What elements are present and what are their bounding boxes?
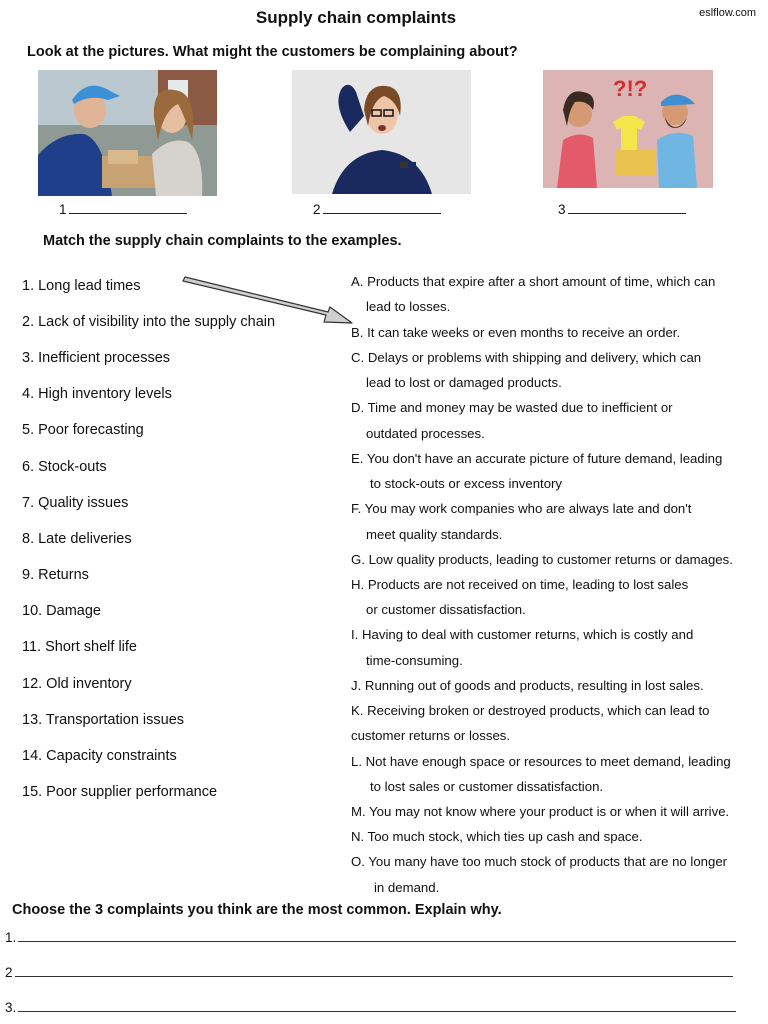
complaint-item: 15. Poor supplier performance [22,784,218,800]
example-item: to lost sales or customer dissatisfaction. [370,779,604,794]
complaint-item: 12. Old inventory [22,676,132,692]
picture-2-answer[interactable]: 2 [313,201,441,217]
picture-3-answer[interactable]: 3 [558,201,686,217]
photo-waiting-woman [292,70,471,194]
example-item: N. Too much stock, which ties up cash and space. [351,829,643,844]
example-item: D. Time and money may be wasted due to inefficient or [351,400,673,415]
example-item: lead to losses. [366,299,451,314]
example-item: meet quality standards. [366,527,503,542]
complaint-item: 13. Transportation issues [22,712,185,728]
example-item: K. Receiving broken or destroyed products, which can lead to [351,703,710,718]
example-item: G. Low quality products, leading to customer returns or damages. [351,552,733,567]
page-title: Supply chain complaints [255,8,457,27]
example-item: customer returns or losses. [351,728,511,743]
site-name: eslflow.com [699,7,756,19]
instruction-pictures: Look at the pictures. What might the customers be complaining about? [27,44,518,60]
complaint-item: 2. Lack of visibility into the supply chain [22,314,276,330]
example-item: F. You may work companies who are always late and don't [351,501,692,516]
example-item: to stock-outs or excess inventory [370,476,563,491]
example-item: or customer dissatisfaction. [366,602,526,617]
complaint-item: 11. Short shelf life [22,639,137,655]
example-item: outdated processes. [366,426,485,441]
example-item: I. Having to deal with customer returns, which is costly and [351,627,694,642]
example-item: H. Products are not received on time, leading to lost sales [351,577,689,592]
example-item: time-consuming. [366,653,463,668]
example-item: E. You don't have an accurate picture of future demand, leading [351,451,723,466]
complaint-item: 1. Long lead times [22,278,141,294]
complaint-item: 3. Inefficient processes [22,350,171,366]
example-arrow-icon [180,276,356,332]
example-item: lead to lost or damaged products. [366,375,562,390]
example-item: J. Running out of goods and products, resulting in lost sales. [351,678,704,693]
instruction-match: Match the supply chain complaints to the examples. [43,233,402,249]
example-item: in demand. [374,880,440,895]
complaint-item: 5. Poor forecasting [22,422,144,438]
complaint-item: 6. Stock-outs [22,459,107,475]
photo-delivery-complaint [38,70,217,196]
picture-1-answer[interactable]: 1 [59,201,187,217]
example-item: O. You many have too much stock of products that are no longer [351,854,728,869]
answer-line-1[interactable]: 1. [5,929,736,945]
example-item: M. You may not know where your product is or when it will arrive. [351,804,730,819]
complaint-item: 9. Returns [22,567,89,583]
complaint-item: 4. High inventory levels [22,386,172,402]
answer-line-2[interactable]: 2 [5,964,733,980]
example-item: L. Not have enough space or resources to meet demand, leading [351,754,731,769]
answer-line-3[interactable]: 3. [5,999,736,1015]
svg-text:?!?: ?!? [613,76,648,101]
complaint-item: 7. Quality issues [22,495,129,511]
complaint-item: 10. Damage [22,603,101,619]
illustration-return-complaint [543,70,713,188]
example-item: B. It can take weeks or even months to receive an order. [351,325,681,340]
example-item: C. Delays or problems with shipping and delivery, which can [351,350,702,365]
instruction-choose: Choose the 3 complaints you think are the most common. Explain why. [12,902,502,918]
complaint-item: 8. Late deliveries [22,531,132,547]
example-item: A. Products that expire after a short amount of time, which can [351,274,716,289]
complaint-item: 14. Capacity constraints [22,748,177,764]
